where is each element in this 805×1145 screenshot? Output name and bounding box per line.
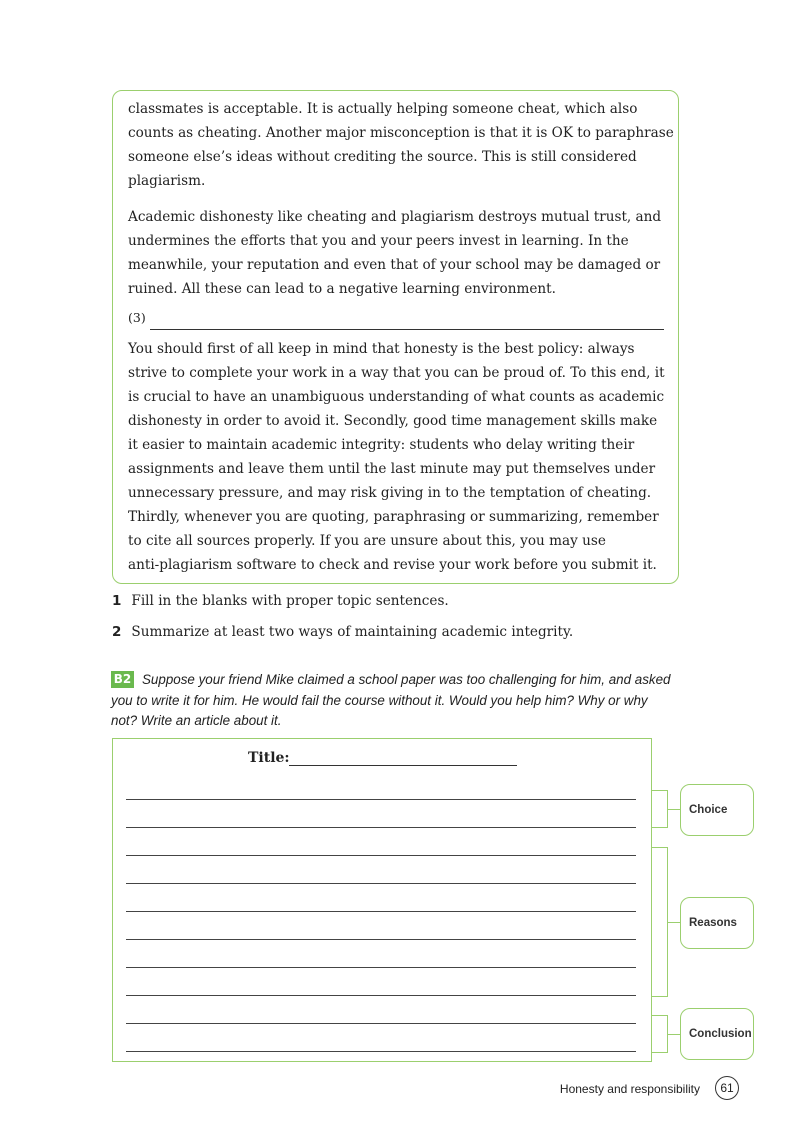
- writing-line[interactable]: [126, 967, 636, 968]
- question-text: Summarize at least two ways of maintaining academic integrity.: [131, 624, 574, 640]
- question-number: 1: [112, 593, 122, 609]
- outline-conclusion-label: Conclusion: [680, 1008, 754, 1060]
- question-2: [112, 624, 573, 640]
- writing-prompt: [111, 670, 691, 732]
- paragraph-line: classmates is acceptable. It is actually helping someone cheat, which also: [128, 101, 638, 117]
- paragraph-1: [128, 97, 673, 193]
- paragraph-line: is crucial to have an unambiguous understanding of what counts as academic: [128, 389, 665, 405]
- paragraph-line: undermines the efforts that you and your peers invest in learning. In the: [128, 233, 629, 249]
- task-badge: B2: [111, 671, 134, 688]
- writing-line[interactable]: [126, 911, 636, 912]
- paragraph-line: assignments and leave them until the last minute may put themselves under: [128, 461, 656, 477]
- paragraph-line: counts as cheating. Another major misconception is that it is OK to paraphrase: [128, 125, 674, 141]
- writing-line[interactable]: [126, 1051, 636, 1052]
- paragraph-line: unnecessary pressure, and may risk giving in to the temptation of cheating.: [128, 485, 652, 501]
- page-number: 61: [715, 1076, 739, 1100]
- question-number: 2: [112, 624, 122, 640]
- section-title-footer: Honesty and responsibility: [559, 1082, 700, 1096]
- paragraph-line: someone else’s ideas without crediting the source. This is still considered: [128, 149, 637, 165]
- choice-connector: [668, 809, 680, 810]
- writing-line[interactable]: [126, 855, 636, 856]
- outline-reasons-label: Reasons: [680, 897, 754, 949]
- paragraph-line: plagiarism.: [128, 173, 206, 189]
- writing-line[interactable]: [126, 1023, 636, 1024]
- paragraph-line: ruined. All these can lead to a negative learning environment.: [128, 281, 556, 297]
- reasons-connector: [668, 922, 680, 923]
- writing-line[interactable]: [126, 827, 636, 828]
- question-text: Fill in the blanks with proper topic sentences.: [131, 593, 449, 609]
- paragraph-line: anti-plagiarism software to check and revise your work before you submit it.: [128, 557, 657, 573]
- blank-number-label: (3): [128, 310, 146, 325]
- reasons-bracket: [652, 847, 668, 997]
- title-label: Title:: [248, 750, 290, 766]
- conclusion-connector: [668, 1034, 680, 1035]
- topic-sentence-blank[interactable]: [150, 329, 664, 330]
- prompt-line: Suppose your friend Mike claimed a school paper was too challenging for him, and asked: [142, 672, 671, 687]
- writing-line[interactable]: [126, 799, 636, 800]
- writing-line[interactable]: [126, 939, 636, 940]
- paragraph-line: meanwhile, your reputation and even that of your school may be damaged or: [128, 257, 661, 273]
- paragraph-line: it easier to maintain academic integrity: students who delay writing their: [128, 437, 635, 453]
- paragraph-line: You should first of all keep in mind that honesty is the best policy: always: [128, 341, 635, 357]
- paragraph-line: dishonesty in order to avoid it. Secondly, good time management skills make: [128, 413, 658, 429]
- paragraph-line: Thirdly, whenever you are quoting, paraphrasing or summarizing, remember: [128, 509, 659, 525]
- paragraph-line: strive to complete your work in a way that you can be proud of. To this end, it: [128, 365, 665, 381]
- paragraph-3: [128, 337, 673, 577]
- prompt-line: you to write it for him. He would fail the course without it. Would you help him? Why or why: [111, 692, 648, 708]
- paragraph-2: [128, 205, 673, 301]
- writing-line[interactable]: [126, 995, 636, 996]
- writing-line[interactable]: [126, 883, 636, 884]
- outline-choice-label: Choice: [680, 784, 754, 836]
- paragraph-line: to cite all sources properly. If you are unsure about this, you may use: [128, 533, 606, 549]
- title-input-line[interactable]: [289, 765, 517, 766]
- paragraph-line: Academic dishonesty like cheating and plagiarism destroys mutual trust, and: [128, 209, 662, 225]
- choice-bracket: [652, 790, 668, 828]
- prompt-line: not? Write an article about it.: [111, 713, 282, 728]
- writing-area-box: [112, 738, 652, 1062]
- question-1: [112, 593, 449, 609]
- conclusion-bracket: [652, 1015, 668, 1053]
